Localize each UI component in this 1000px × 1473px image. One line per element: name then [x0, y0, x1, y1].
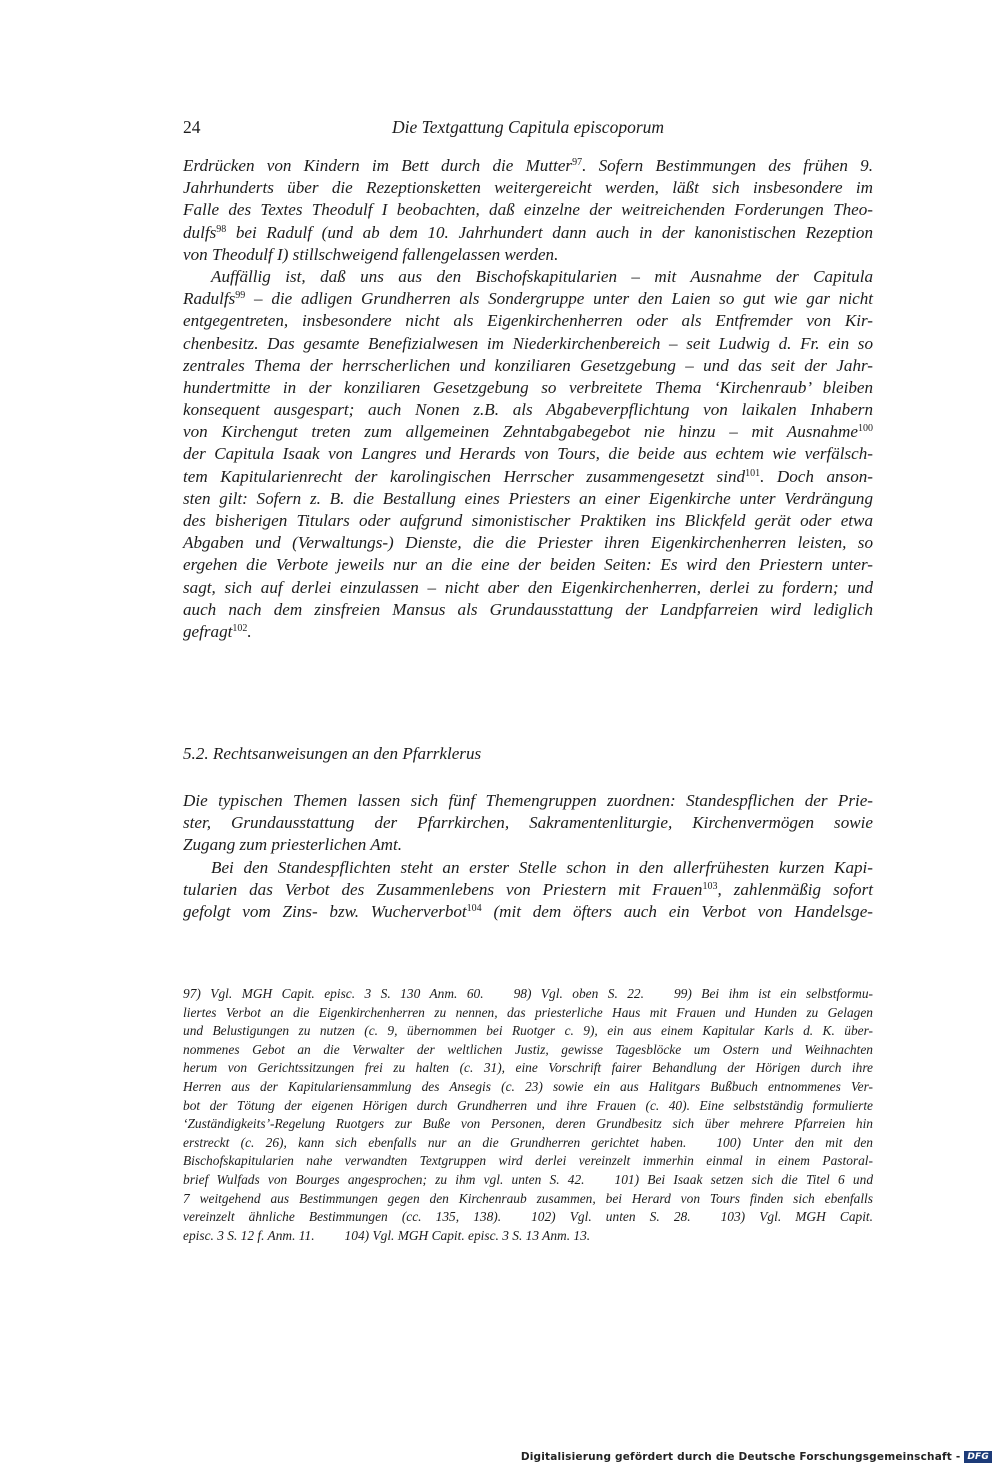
- footnote-line: Bischofskapitularien nahe verwandten Textgruppen wird derlei vereinzelt immerhin einmal in einem Pastoral-: [183, 1153, 873, 1169]
- dfg-logo-icon: DFG: [964, 1451, 992, 1463]
- text-line: Jahrhunderts über die Rezeptionsketten weitergereicht werden, läßt sich insbesondere im: [183, 178, 873, 198]
- footnote-line: liertes Verbot an die Eigenkirchenherren zu nennen, das priesterliche Haus mit Frauen und Hunden zu Gelagen: [183, 1004, 873, 1020]
- text-line: Radulfs$^{99}$ – die adligen Grundherren als Sondergruppe unter den Laien so gut wie gar nicht: [183, 289, 873, 309]
- text-line: tularien das Verbot des Zusammenlebens von Priestern mit Frauen$^{103}$, zahlenmäßig sofort: [183, 879, 873, 899]
- footnote-ref: 101: [745, 467, 761, 479]
- text-line: entgegentreten, insbesondere nicht als Eigenkirchenherren oder als Entfremder von Kir-: [183, 311, 873, 331]
- footnote-ref: 98: [216, 223, 227, 235]
- text-line: zentrales Thema der herrscherlichen und konziliaren Gesetzgebung – und das seit der Jahr-: [183, 355, 873, 375]
- text-line: gefolgt vom Zins- bzw. Wucherverbot$^{104}$ (mit dem öfters auch ein Verbot von Handelsge-: [183, 901, 873, 921]
- text-line: von Kirchengut treten zum allgemeinen Zehntabgabegebot nie hinzu – mit Ausnahme$^{100}$: [183, 422, 873, 442]
- text-line: hundertmitte in der konziliaren Gesetzgebung so verbreitete Thema ‘Kirchenraub’ bleiben: [183, 377, 873, 397]
- footnote-line: herum von Gerichtssitzungen frei zu halten (c. 31), eine Vorschrift fairer Behandlung der Hörigen durch ihre: [183, 1060, 873, 1076]
- text-line: dulfs$^{98}$ bei Radulf (und ab dem 10. Jahrhundert dann auch in der kanonistischen Rezeption: [183, 222, 873, 242]
- body-text-bottom: [183, 790, 873, 923]
- text-line: Falle des Textes Theodulf I beobachten, daß einzelne der weitreichenden Forderungen Theo-: [183, 200, 873, 220]
- footnote-line: 7 weitgehend aus Bestimmungen gegen den Kirchenraub zusammen, bei Herard von Tours finden sich ebenfalls: [183, 1190, 873, 1206]
- footnotes: [183, 985, 873, 1245]
- text-line: sagt, sich auf derlei einzulassen – nicht aber den Eigenkirchenherren, derlei zu fordern; und: [183, 577, 873, 597]
- credit-text: Digitalisierung gefördert durch die Deutsche Forschungsgemeinschaft -: [520, 1451, 961, 1463]
- page-number: 24: [183, 117, 201, 137]
- section-heading: 5.2. Rechtsanweisungen an den Pfarrklerus: [183, 744, 482, 763]
- text-line: Die typischen Themen lassen sich fünf Themengruppen zuordnen: Standespflichen der Prie-: [183, 791, 873, 810]
- text-line: des bisherigen Titulars oder aufgrund simonistischer Praktiken ins Blickfeld gerät oder etwa: [183, 511, 873, 530]
- text-line: konsequent ausgespart; auch Nonen z.B. als Abgabeverpflichtung von laikalen Inhabern: [183, 400, 873, 420]
- footnote-ref: 103: [702, 880, 718, 892]
- footnote-line: und Belustigungen zu nutzen (c. 9, übernommen bei Ruotger c. 9), ein aus einem Kapitular Karls d. K. über-: [183, 1023, 873, 1039]
- text-line: auch nach dem zinsfreien Mansus als Grundausstattung der Landpfarreien wird lediglich: [183, 599, 873, 619]
- text-line: Zugang zum priesterlichen Amt.: [183, 835, 403, 855]
- text-line: Erdrücken von Kindern im Bett durch die Mutter$^{97}$. Sofern Bestimmungen des frühen 9.: [183, 156, 873, 175]
- dfg-credit: [521, 1451, 992, 1463]
- footnote-line: Herren aus der Kapitulariensammlung des Ansegis (c. 23) sowie ein aus Halitgars Bußbuch entnommenes Ver-: [183, 1078, 873, 1094]
- text-line: chenbesitz. Das gesamte Benefizialwesen im Niederkirchenbereich – seit Ludwig d. Fr. ein so: [183, 333, 873, 353]
- footnote-ref: 99: [235, 290, 246, 302]
- body-text-top: [183, 155, 873, 643]
- text-line: sten gilt: Sofern z. B. die Bestallung eines Priesters an einer Eigenkirche unter Verdrängung: [183, 488, 873, 508]
- footnote-line: erstreckt (c. 26), kann sich ebenfalls nur an die Grundherren gerichtet haben. 100) Unter den mit den: [183, 1134, 873, 1150]
- text-line: ergehen die Verbote jeweils nur an die eine der beiden Seiten: Es wird den Priestern unter-: [183, 555, 873, 575]
- footnote-line: bot der Tötung der eigenen Hörigen durch Grundherren und ihre Frauen (c. 40). Eine selbstständig formulierte: [183, 1097, 873, 1113]
- text-line: Bei den Standespflichten steht an erster Stelle schon in den allerfrühesten kurzen Kapi-: [211, 857, 873, 877]
- text-line: tem Kapitularienrecht der karolingischen Herrscher zusammengesetzt sind$^{101}$. Doch anson-: [183, 466, 873, 486]
- text-line: der Capitula Isaak von Langres und Herards von Tours, die beide aus echtem wie verfälsch-: [183, 444, 873, 464]
- footnote-line: nommenes Gebot an die Verwalter der weltlichen Justiz, gewisse Tagesblöcke um Ostern und Weihnachten: [183, 1041, 873, 1057]
- footnote-line: 97) Vgl. MGH Capit. episc. 3 S. 130 Anm. 60. 98) Vgl. oben S. 22. 99) Bei ihm ist ein selbstformu-: [183, 986, 873, 1001]
- text-line: ster, Grundausstattung der Pfarrkirchen, Sakramentenliturgie, Kirchenvermögen sowie: [183, 813, 873, 833]
- footnote-ref: 97: [572, 157, 583, 168]
- footnote-line: ‘Zuständigkeits’-Regelung Ruotgers zur Buße von Personen, deren Grundbesitz sich über mehrere Pfarreien hin: [183, 1116, 873, 1132]
- running-header: [183, 117, 873, 141]
- text-line: Abgaben und (Verwaltungs-) Dienste, die die Priester ihren Eigenkirchenherren leisten, so: [183, 533, 873, 553]
- footnote-line: brief Wulfads von Bourges angesprochen; zu ihm vgl. unten S. 42. 101) Bei Isaak setzen sich die Titel 6 und: [183, 1171, 874, 1187]
- footnote-line: episc. 3 S. 12 f. Anm. 11. 104) Vgl. MGH Capit. episc. 3 S. 13 Anm. 13.: [183, 1227, 591, 1243]
- footnote-ref: 104: [466, 902, 482, 914]
- footnote-line: vereinzelt ähnliche Bestimmungen (cc. 135, 138). 102) Vgl. unten S. 28. 103) Vgl. MGH Capit.: [183, 1209, 873, 1225]
- text-line: Auffällig ist, daß uns aus den Bischofskapitularien – mit Ausnahme der Capitula: [211, 266, 873, 286]
- footnote-ref: 102: [232, 622, 248, 634]
- text-line: gefragt$^{102}$.: [183, 621, 252, 641]
- running-title: Die Textgattung Capitula episcoporum: [391, 117, 665, 137]
- footnote-ref: 100: [858, 423, 873, 435]
- text-line: von Theodulf I) stillschweigend fallengelassen werden.: [183, 244, 559, 264]
